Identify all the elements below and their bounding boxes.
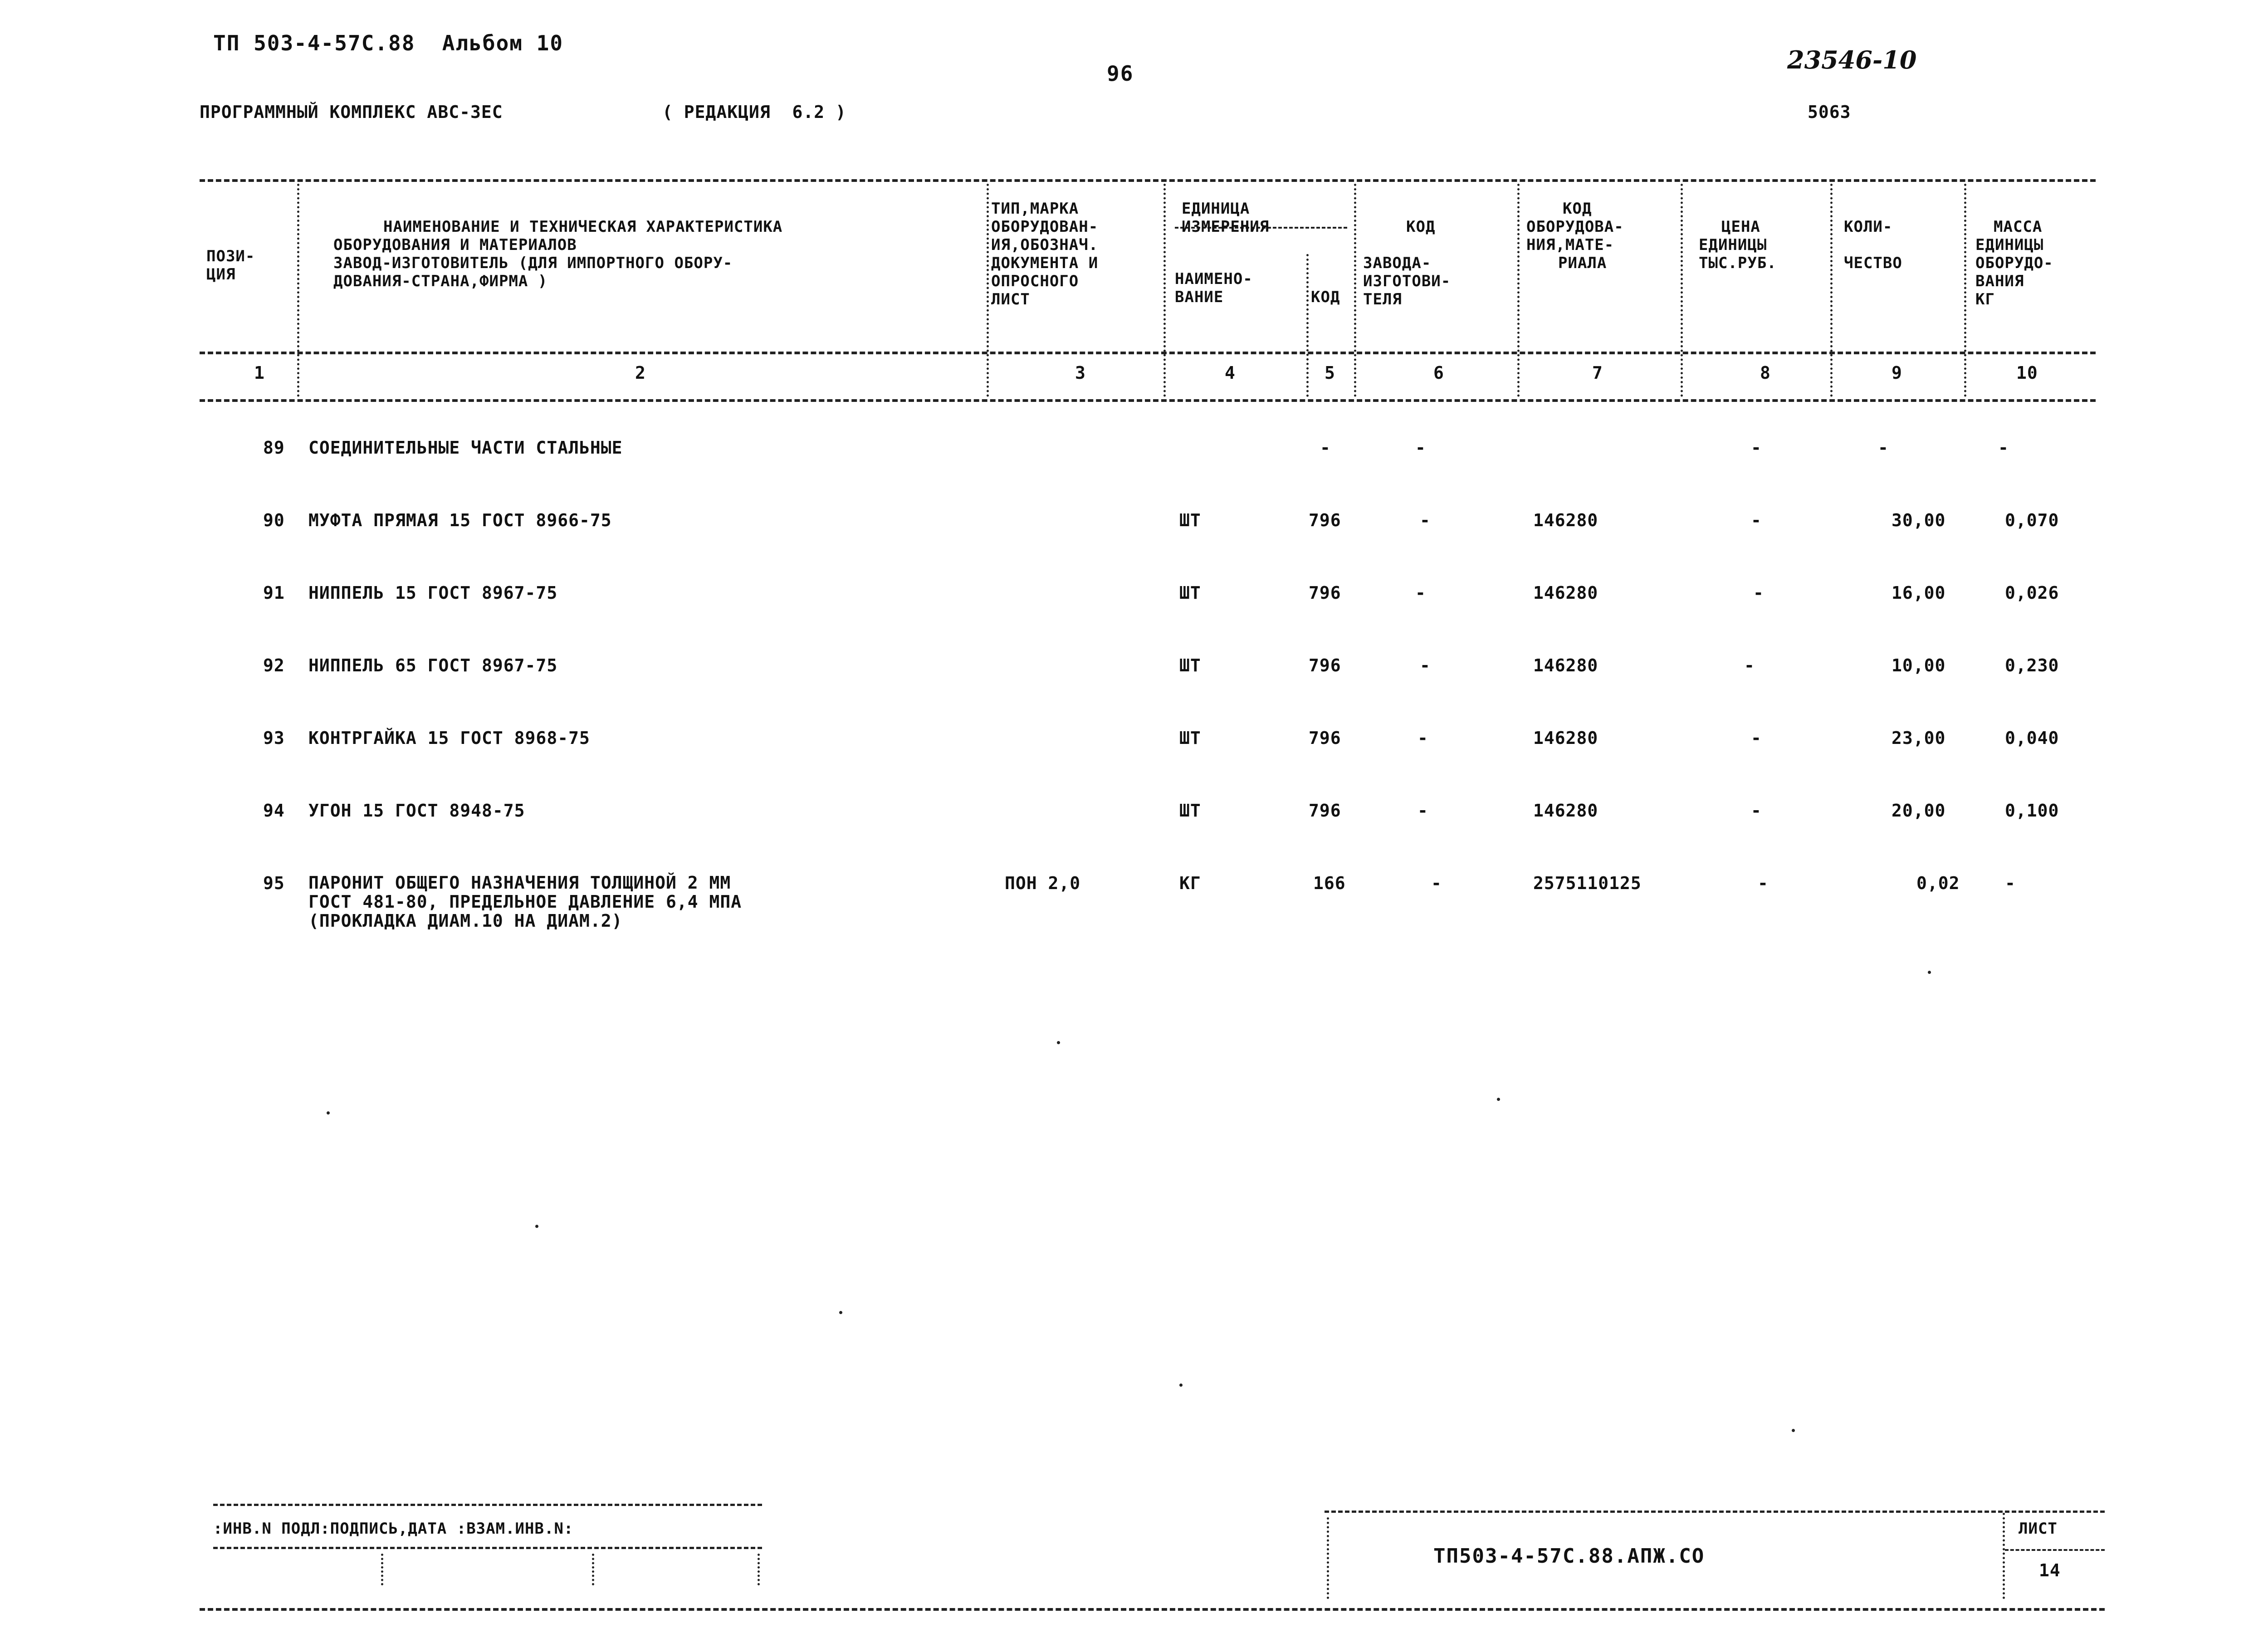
row-price: - bbox=[1753, 583, 1764, 603]
stamp-sep bbox=[381, 1554, 383, 1585]
row-factory: - bbox=[1418, 801, 1428, 821]
col-sep bbox=[1964, 184, 1966, 397]
row-mass: 0,230 bbox=[2005, 655, 2059, 675]
col-number: 3 bbox=[1075, 363, 1086, 383]
row-price: - bbox=[1744, 655, 1755, 675]
row-name: НИППЕЛЬ 65 ГОСТ 8967-75 bbox=[308, 655, 558, 675]
sheet-number: 14 bbox=[2039, 1560, 2061, 1580]
form-code: 5063 bbox=[1808, 102, 1851, 122]
col-sep bbox=[1306, 254, 1309, 397]
col-sep bbox=[1354, 184, 1356, 397]
header-bottom-rule bbox=[200, 352, 2096, 354]
col-type-header: ТИП,МАРКА ОБОРУДОВАН- ИЯ,ОБОЗНАЧ. ДОКУМЕНТА И ОПРОСНОГО ЛИСТ bbox=[991, 200, 1099, 308]
stamp-mid-rule bbox=[213, 1547, 762, 1549]
row-unit: ШТ bbox=[1179, 510, 1201, 530]
row-equipment-code: 146280 bbox=[1533, 510, 1598, 530]
row-price: - bbox=[1751, 728, 1762, 748]
col-equipment-code-header: КОД ОБОРУДОВА- НИЯ,МАТЕ- РИАЛА bbox=[1526, 200, 1624, 272]
col-quantity-header: КОЛИ- ЧЕСТВО bbox=[1844, 218, 1902, 272]
row-position: 92 bbox=[263, 655, 285, 675]
title-block-sep bbox=[1327, 1517, 1329, 1599]
row-type: ПОН 2,0 bbox=[1005, 873, 1081, 893]
row-name: КОНТРГАЙКА 15 ГОСТ 8968-75 bbox=[308, 728, 590, 748]
stamp-top-rule bbox=[213, 1504, 762, 1506]
col-mass-header: МАССА ЕДИНИЦЫ ОБОРУДО- ВАНИЯ КГ bbox=[1975, 218, 2053, 308]
row-code: 796 bbox=[1309, 655, 1341, 675]
row-quantity: 10,00 bbox=[1892, 655, 1946, 675]
row-code: - bbox=[1320, 438, 1331, 458]
row-mass: 0,100 bbox=[2005, 801, 2059, 821]
row-factory: - bbox=[1415, 583, 1426, 603]
col-number: 8 bbox=[1760, 363, 1771, 383]
row-price: - bbox=[1751, 801, 1762, 821]
row-equipment-code: 2575110125 bbox=[1533, 873, 1642, 893]
sheet-label: ЛИСТ bbox=[2019, 1520, 2058, 1538]
table-top-rule bbox=[200, 179, 2096, 182]
col-number: 9 bbox=[1892, 363, 1902, 383]
col-sep bbox=[987, 184, 989, 397]
row-quantity: 23,00 bbox=[1892, 728, 1946, 748]
row-unit: ШТ bbox=[1179, 801, 1201, 821]
number-row-rule bbox=[200, 399, 2096, 402]
col-unit-header: ЕДИНИЦА ИЗМЕРЕНИЯ bbox=[1182, 200, 1270, 236]
col-position-header: ПОЗИ- ЦИЯ bbox=[206, 247, 255, 284]
row-quantity: 16,00 bbox=[1892, 583, 1946, 603]
row-unit: ШТ bbox=[1179, 583, 1201, 603]
scan-speck bbox=[1057, 1041, 1060, 1044]
col-unit-name-header: НАИМЕНО- ВАНИЕ bbox=[1175, 270, 1253, 306]
col-sep bbox=[1681, 184, 1683, 397]
scan-speck bbox=[1792, 1429, 1795, 1432]
col-number: 5 bbox=[1325, 363, 1335, 383]
row-code: 166 bbox=[1313, 873, 1346, 893]
row-quantity: - bbox=[1878, 438, 1889, 458]
col-unit-code-header: КОД bbox=[1311, 288, 1340, 306]
row-position: 90 bbox=[263, 510, 285, 530]
col-price-header: ЦЕНА ЕДИНИЦЫ ТЫС.РУБ. bbox=[1699, 218, 1777, 272]
page-number: 96 bbox=[1107, 61, 1134, 86]
col-number: 10 bbox=[2016, 363, 2038, 383]
page-bottom-rule bbox=[200, 1608, 2105, 1611]
row-equipment-code: 146280 bbox=[1533, 583, 1598, 603]
row-factory: - bbox=[1431, 873, 1442, 893]
edition-label: ( РЕДАКЦИЯ 6.2 ) bbox=[662, 102, 846, 122]
row-position: 89 bbox=[263, 438, 285, 458]
program-name: ПРОГРАММНЫЙ КОМПЛЕКС АВС-ЗЕС bbox=[200, 102, 503, 122]
row-quantity: 30,00 bbox=[1892, 510, 1946, 530]
scan-speck bbox=[327, 1111, 330, 1115]
row-position: 93 bbox=[263, 728, 285, 748]
col-sep bbox=[297, 184, 299, 397]
col-number: 2 bbox=[635, 363, 646, 383]
title-block-top-rule bbox=[1325, 1511, 2105, 1513]
row-position: 95 bbox=[263, 873, 285, 893]
handwritten-number: 23546-10 bbox=[1787, 45, 1917, 74]
row-equipment-code: 146280 bbox=[1533, 655, 1598, 675]
row-position: 94 bbox=[263, 801, 285, 821]
row-name: НИППЕЛЬ 15 ГОСТ 8967-75 bbox=[308, 583, 558, 603]
row-unit: ШТ bbox=[1179, 655, 1201, 675]
row-equipment-code: 146280 bbox=[1533, 801, 1598, 821]
row-mass: 0,026 bbox=[2005, 583, 2059, 603]
stamp-sep bbox=[758, 1554, 760, 1585]
row-code: 796 bbox=[1309, 583, 1341, 603]
col-sep bbox=[1830, 184, 1833, 397]
row-code: 796 bbox=[1309, 728, 1341, 748]
col-sep bbox=[1517, 184, 1520, 397]
col-number: 1 bbox=[254, 363, 265, 383]
row-mass: 0,040 bbox=[2005, 728, 2059, 748]
col-number: 7 bbox=[1592, 363, 1603, 383]
sheet-rule bbox=[2005, 1549, 2105, 1551]
document-code: ТП 503-4-57С.88 Альбом 10 bbox=[213, 31, 564, 55]
row-name: УГОН 15 ГОСТ 8948-75 bbox=[308, 801, 525, 821]
row-price: - bbox=[1758, 873, 1769, 893]
row-name: МУФТА ПРЯМАЯ 15 ГОСТ 8966-75 bbox=[308, 510, 612, 530]
row-factory: - bbox=[1415, 438, 1426, 458]
row-unit: ШТ bbox=[1179, 728, 1201, 748]
row-factory: - bbox=[1418, 728, 1428, 748]
scan-speck bbox=[1928, 971, 1931, 974]
row-quantity: 0,02 bbox=[1916, 873, 1960, 893]
row-name: ПАРОНИТ ОБЩЕГО НАЗНАЧЕНИЯ ТОЛЩИНОЙ 2 ММ ГОСТ 481-80, ПРЕДЕЛЬНОЕ ДАВЛЕНИЕ 6,4 МПА (ПРОКЛАДКА ДИАМ.10 НА ДИАМ.2) bbox=[308, 873, 742, 931]
document-designation: ТП503-4-57С.88.АПЖ.СО bbox=[1433, 1545, 1705, 1568]
stamp-sep bbox=[592, 1554, 594, 1585]
row-factory: - bbox=[1420, 510, 1431, 530]
row-factory: - bbox=[1420, 655, 1431, 675]
row-code: 796 bbox=[1309, 510, 1341, 530]
col-name-header: НАИМЕНОВАНИЕ И ТЕХНИЧЕСКАЯ ХАРАКТЕРИСТИКА ОБОРУДОВАНИЯ И МАТЕРИАЛОВ ЗАВОД-ИЗГОТОВИТЕЛЬ (ДЛЯ ИМПОРТНОГО ОБОРУ- ДОВАНИЯ-СТРАНА,ФИРМА ) bbox=[333, 218, 783, 290]
row-mass: - bbox=[2005, 873, 2016, 893]
col-number: 6 bbox=[1433, 363, 1444, 383]
stamp-header: :ИНВ.N ПОДЛ:ПОДПИСЬ,ДАТА :ВЗАМ.ИНВ.N: bbox=[213, 1520, 574, 1538]
scan-speck bbox=[1179, 1384, 1183, 1387]
row-code: 796 bbox=[1309, 801, 1341, 821]
scan-speck bbox=[1497, 1098, 1500, 1101]
col-sep bbox=[1163, 184, 1166, 397]
row-mass: 0,070 bbox=[2005, 510, 2059, 530]
row-position: 91 bbox=[263, 583, 285, 603]
row-unit: КГ bbox=[1179, 873, 1201, 893]
row-price: - bbox=[1751, 510, 1762, 530]
row-equipment-code: 146280 bbox=[1533, 728, 1598, 748]
row-name: СОЕДИНИТЕЛЬНЫЕ ЧАСТИ СТАЛЬНЫЕ bbox=[308, 438, 623, 458]
scan-speck bbox=[535, 1225, 538, 1228]
row-price: - bbox=[1751, 438, 1762, 458]
title-block-sep bbox=[2003, 1513, 2005, 1599]
col-number: 4 bbox=[1225, 363, 1236, 383]
col-factory-header: КОД ЗАВОДА- ИЗГОТОВИ- ТЕЛЯ bbox=[1363, 218, 1451, 308]
row-mass: - bbox=[1998, 438, 2009, 458]
row-quantity: 20,00 bbox=[1892, 801, 1946, 821]
scan-speck bbox=[839, 1311, 842, 1314]
